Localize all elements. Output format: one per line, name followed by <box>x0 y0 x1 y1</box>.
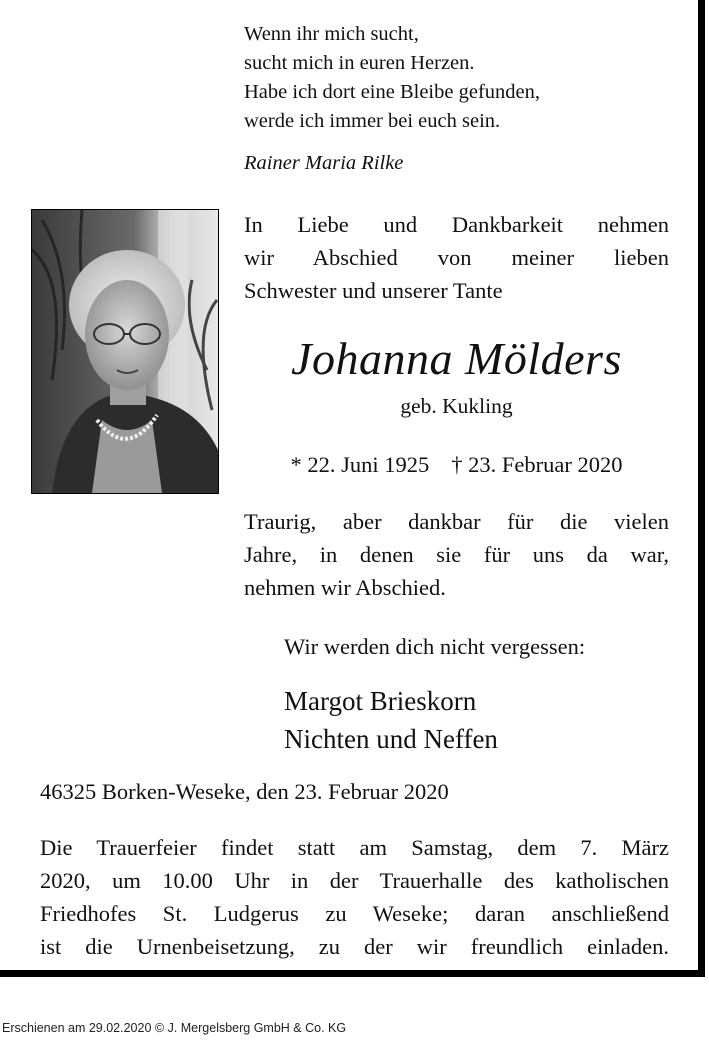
birth-name: geb. Kukling <box>400 394 513 418</box>
life-dates <box>244 452 669 478</box>
farewell-line: Wir werden dich nicht vergessen: <box>284 634 586 659</box>
thanks-line: Jahre, in denen sie für uns da war, <box>244 542 669 567</box>
deceased-name: Johanna Mölders <box>291 333 622 384</box>
thanks-line: nehmen wir Abschied. <box>244 575 446 600</box>
mourner-name: Margot Brieskorn <box>284 686 477 716</box>
poem-line: sucht mich in euren Herzen. <box>244 52 475 74</box>
intro-line: wir Abschied von meiner lieben <box>244 245 669 270</box>
birth-date: * 22. Juni 1925 <box>290 452 430 477</box>
place-date: 46325 Borken-Weseke, den 23. Februar 2020 <box>40 779 449 804</box>
ceremony-line: ist die Urnenbeisetzung, zu der wir freundlich einladen. <box>40 934 669 959</box>
intro-text <box>244 208 669 307</box>
mourner-name: Nichten und Neffen <box>284 724 498 754</box>
intro-line: Schwester und unserer Tante <box>244 278 503 303</box>
intro-line: In Liebe und Dankbarkeit nehmen <box>244 212 669 237</box>
poem <box>244 20 540 136</box>
death-date: † 23. Februar 2020 <box>451 452 623 477</box>
ceremony-line: Die Trauerfeier findet statt am Samstag, dem 7. März <box>40 835 669 860</box>
portrait-photo <box>31 209 219 494</box>
poem-line: Wenn ihr mich sucht, <box>244 23 419 45</box>
poem-line: werde ich immer bei euch sein. <box>244 110 501 132</box>
thanks-text <box>244 505 669 604</box>
ceremony-text <box>40 831 669 963</box>
poem-line: Habe ich dort eine Bleibe gefunden, <box>244 81 540 103</box>
mourners <box>284 682 498 758</box>
ceremony-line: 2020, um 10.00 Uhr in der Trauerhalle des katholischen <box>40 868 669 893</box>
publication-footer: Erschienen am 29.02.2020 © J. Mergelsberg GmbH & Co. KG <box>2 1021 347 1035</box>
thanks-line: Traurig, aber dankbar für die vielen <box>244 509 669 534</box>
ceremony-line: Friedhofes St. Ludgerus zu Weseke; daran anschließend <box>40 901 669 926</box>
poem-author: Rainer Maria Rilke <box>244 152 404 174</box>
